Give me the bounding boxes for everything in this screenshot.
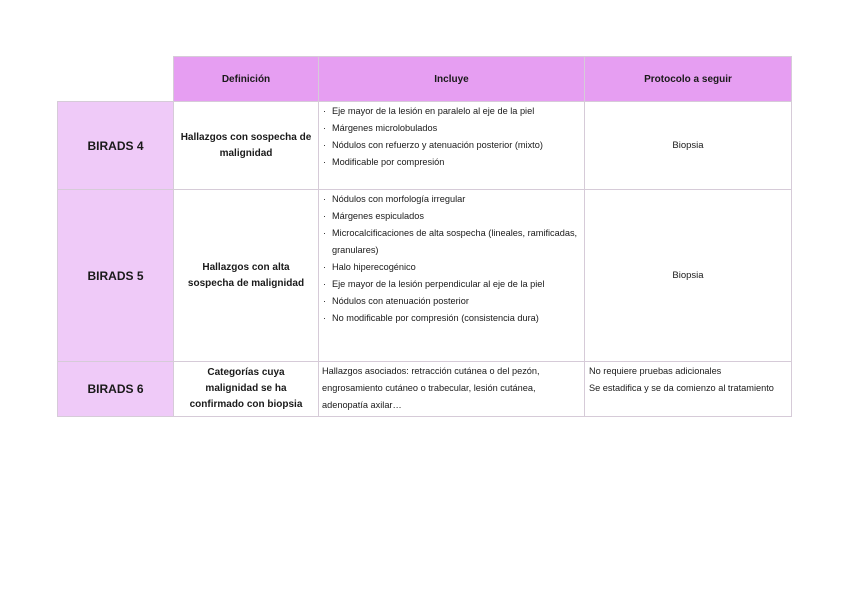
definition-text: Hallazgos con sospecha de malignidad: [174, 102, 319, 190]
protocol-line: No requiere pruebas adicionales: [589, 366, 722, 376]
protocol-text: [585, 362, 792, 417]
header-incluye: Incluye: [319, 57, 585, 102]
protocol-line: Se estadifica y se da comienzo al tratamiento: [589, 383, 774, 393]
list-item: · Eje mayor de la lesión en paralelo al eje de la piel: [322, 103, 580, 120]
list-item: · Márgenes espiculados: [322, 208, 580, 225]
header-protocolo: Protocolo a seguir: [585, 57, 792, 102]
protocol-text: Biopsia: [585, 102, 792, 190]
category-label: BIRADS 4: [58, 102, 174, 190]
header-row: [58, 57, 792, 102]
list-item: · Halo hiperecogénico: [322, 259, 580, 276]
list-item: · Modificable por compresión: [322, 154, 580, 171]
header-corner: [58, 57, 174, 102]
category-label: BIRADS 5: [58, 190, 174, 362]
includes-text: Hallazgos asociados: retracción cutánea o del pezón, engrosamiento cutáneo o trabecular, lesión cutánea, adenopatía axilar…: [319, 362, 585, 417]
list-item: · Nódulos con morfología irregular: [322, 191, 580, 208]
list-item: · Eje mayor de la lesión perpendicular al eje de la piel: [322, 276, 580, 293]
list-item: · Nódulos con refuerzo y atenuación posterior (mixto): [322, 137, 580, 154]
list-item: · Nódulos con atenuación posterior: [322, 293, 580, 310]
definition-text: Categorías cuya malignidad se ha confirmado con biopsia: [174, 362, 319, 417]
protocol-text: Biopsia: [585, 190, 792, 362]
category-label: BIRADS 6: [58, 362, 174, 417]
list-item: · Microcalcificaciones de alta sospecha (lineales, ramificadas, granulares): [322, 225, 580, 259]
list-item: · No modificable por compresión (consistencia dura): [322, 310, 580, 327]
header-definicion: Definición: [174, 57, 319, 102]
includes-list: [319, 190, 585, 362]
definition-text: Hallazgos con alta sospecha de malignidad: [174, 190, 319, 362]
includes-list: [319, 102, 585, 190]
table-row-birads-5: [58, 190, 792, 362]
table-row-birads-6: [58, 362, 792, 417]
birads-table: [57, 56, 792, 417]
list-item: · Márgenes microlobulados: [322, 120, 580, 137]
table-row-birads-4: [58, 102, 792, 190]
